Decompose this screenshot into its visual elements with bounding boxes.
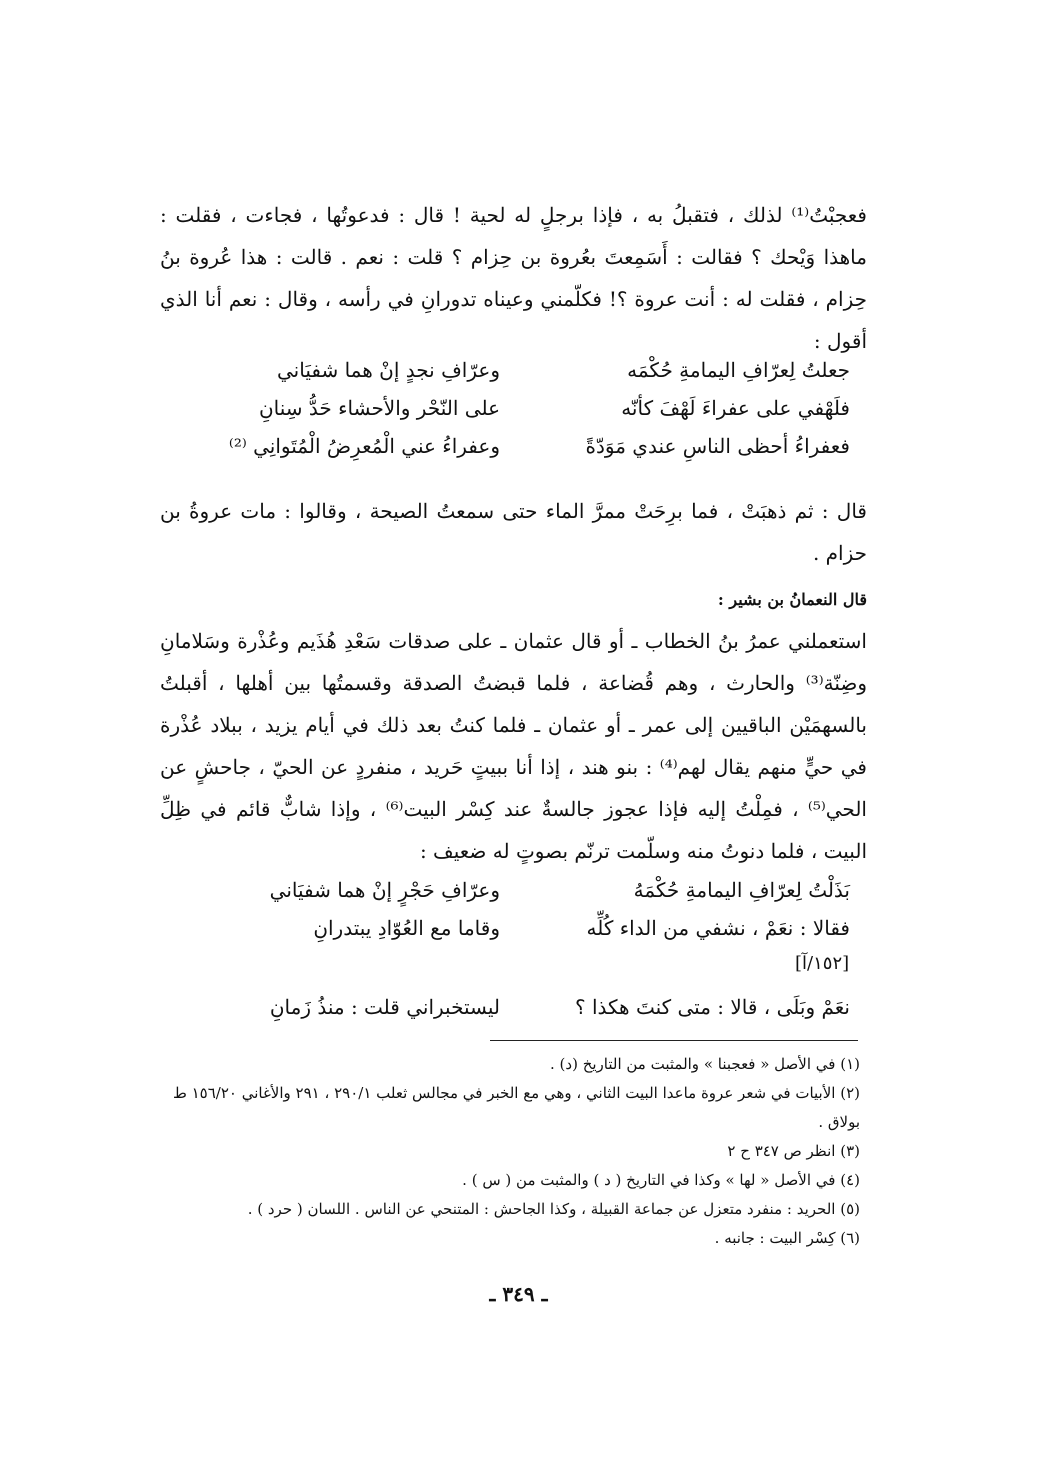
- verse-second-hemistich: وعرّافِ نجدٍ إنْ هما شفيَاني: [276, 358, 500, 382]
- footnote: (١) في الأصل « فعجبنا » والمثبت من التاريخ (د) .: [550, 1055, 860, 1073]
- footnote-separator: [490, 1040, 858, 1041]
- paragraph: قال : ثم ذهبَتْ ، فما برِحَتْ ممرَّ الماء حتى سمعتُ الصيحة ، وقالوا : مات عروةُ بن حزام .: [160, 499, 867, 565]
- verse-line: [170, 396, 850, 434]
- footnote: (٦) كِسْر البيت : جانبه .: [714, 1229, 860, 1247]
- verse-first-hemistich: فقالا : نعَمْ ، نشفي من الداء كُلِّه: [586, 916, 850, 940]
- verse-first-hemistich: فلَهْفي على عفراءَ لَهْفَ كأنّه: [621, 396, 850, 420]
- verse-first-hemistich: نعَمْ وبَلَى ، قالا : متى كنتَ هكذا ؟: [574, 995, 850, 1019]
- closing-paragraph: [160, 490, 867, 574]
- footnotes: [160, 1050, 860, 1253]
- verse-first-hemistich: فعفراءُ أحظى الناسِ عندي مَوَدّةً: [585, 434, 850, 458]
- verse-line: [170, 878, 850, 916]
- verse-line: [170, 358, 850, 396]
- paragraph: فعجبْتُ⁽¹⁾ لذلك ، فتقبلُ به ، فإذا برجلٍ له لحية ! قال : فدعوتُها ، فجاءت ، فقلت : ماهذا وَيْحك ؟ فقالت : أَسَمِعتَ بعُروة بن حِزام ؟ قلت : نعم . قالت : هذا عُروة بنُ حِزام ، فقلت له : أنت عروة ؟! فكلّمني وعيناه تدورانِ في رأسه ، وقال : نعم أنا الذي أقول :: [160, 203, 867, 353]
- paragraph: استعملني عمرُ بنُ الخطاب ـ أو قال عثمان ـ على صدقات سَعْدِ هُذَيم وعُذْرة وسَلامانِ وضِنّة⁽³⁾ والحارث ، وهم قُضاعة ، فلما قبضتُ الصدقة وقسمتُها بين أهلها ، أقبلتُ بالسهمَيْن الباقيين إلى عمر ـ أو عثمان ـ فلما كنتُ بعد ذلك في أيام يزيد ، ببلاد عُذْرة في حيٍّ منهم يقال لهم⁽⁴⁾ : بنو هند ، إذا أنا ببيتٍ حَريد ، منفردٍ عن الحيّ ، جاحشٍ عن الحي⁽⁵⁾ ، فمِلْتُ إليه فإذا عجوز جالسةٌ عند كِسْر البيت⁽⁶⁾ ، وإذا شابٌّ قائم في ظِلِّ البيت ، فلما دنوتُ منه وسلّمت ترنّم بصوتٍ له ضعيف :: [160, 629, 867, 863]
- poem-block-3: [170, 995, 850, 1033]
- verse-second-hemistich: وعرّافِ حَجْرٍ إنْ هما شفيَاني: [269, 878, 500, 902]
- verse-line: [170, 916, 850, 954]
- poem-block-2: [170, 878, 850, 954]
- footnote: (٥) الحريد : منفرد متعزل عن جماعة القبيلة ، وكذا الجاحش : المتنحي عن الناس . اللسان ( حرد ) .: [247, 1200, 860, 1218]
- footnote: (٣) انظر ص ٣٤٧ ح ٢: [727, 1142, 860, 1160]
- section-heading: قال النعمانُ بن بشير :: [717, 590, 867, 609]
- verse-first-hemistich: جعلتُ لِعرّافِ اليمامةِ حُكْمَه: [627, 358, 850, 382]
- verse-line: [170, 995, 850, 1033]
- verse-first-hemistich: بَذَلْتُ لِعرّافِ اليمامةِ حُكْمَهُ: [633, 878, 850, 902]
- verse-second-hemistich: ليستخبراني قلت : منذُ زَمانِ: [269, 995, 500, 1019]
- page-number: ـ ٣٤٩ ـ: [489, 1282, 548, 1306]
- poem-block-1: [170, 358, 850, 472]
- verse-second-hemistich: وقاما مع العُوّادِ يبتدرانِ: [313, 916, 500, 940]
- verse-line: [170, 434, 850, 472]
- verse-second-hemistich: وعفراءُ عني الْمُعرِضُ الْمُتَوانِي ⁽²⁾: [228, 434, 500, 458]
- narrative-paragraph: [160, 620, 867, 872]
- opening-paragraph: [160, 194, 867, 362]
- footnote: (٤) في الأصل « لها » وكذا في التاريخ ( د ) والمثبت من ( س ) .: [462, 1171, 860, 1189]
- manuscript-folio-mark: [١٥٢/آ]: [795, 953, 850, 974]
- verse-second-hemistich: على النّحْر والأحشاء حَدُّ سِنانِ: [258, 396, 500, 420]
- footnote: (٢) الأبيات في شعر عروة ماعدا البيت الثاني ، وهي مع الخبر في مجالس ثعلب ٢٩٠/١ ، ٢٩١ والأغاني ١٥٦/٢٠ ط بولاق .: [172, 1084, 860, 1131]
